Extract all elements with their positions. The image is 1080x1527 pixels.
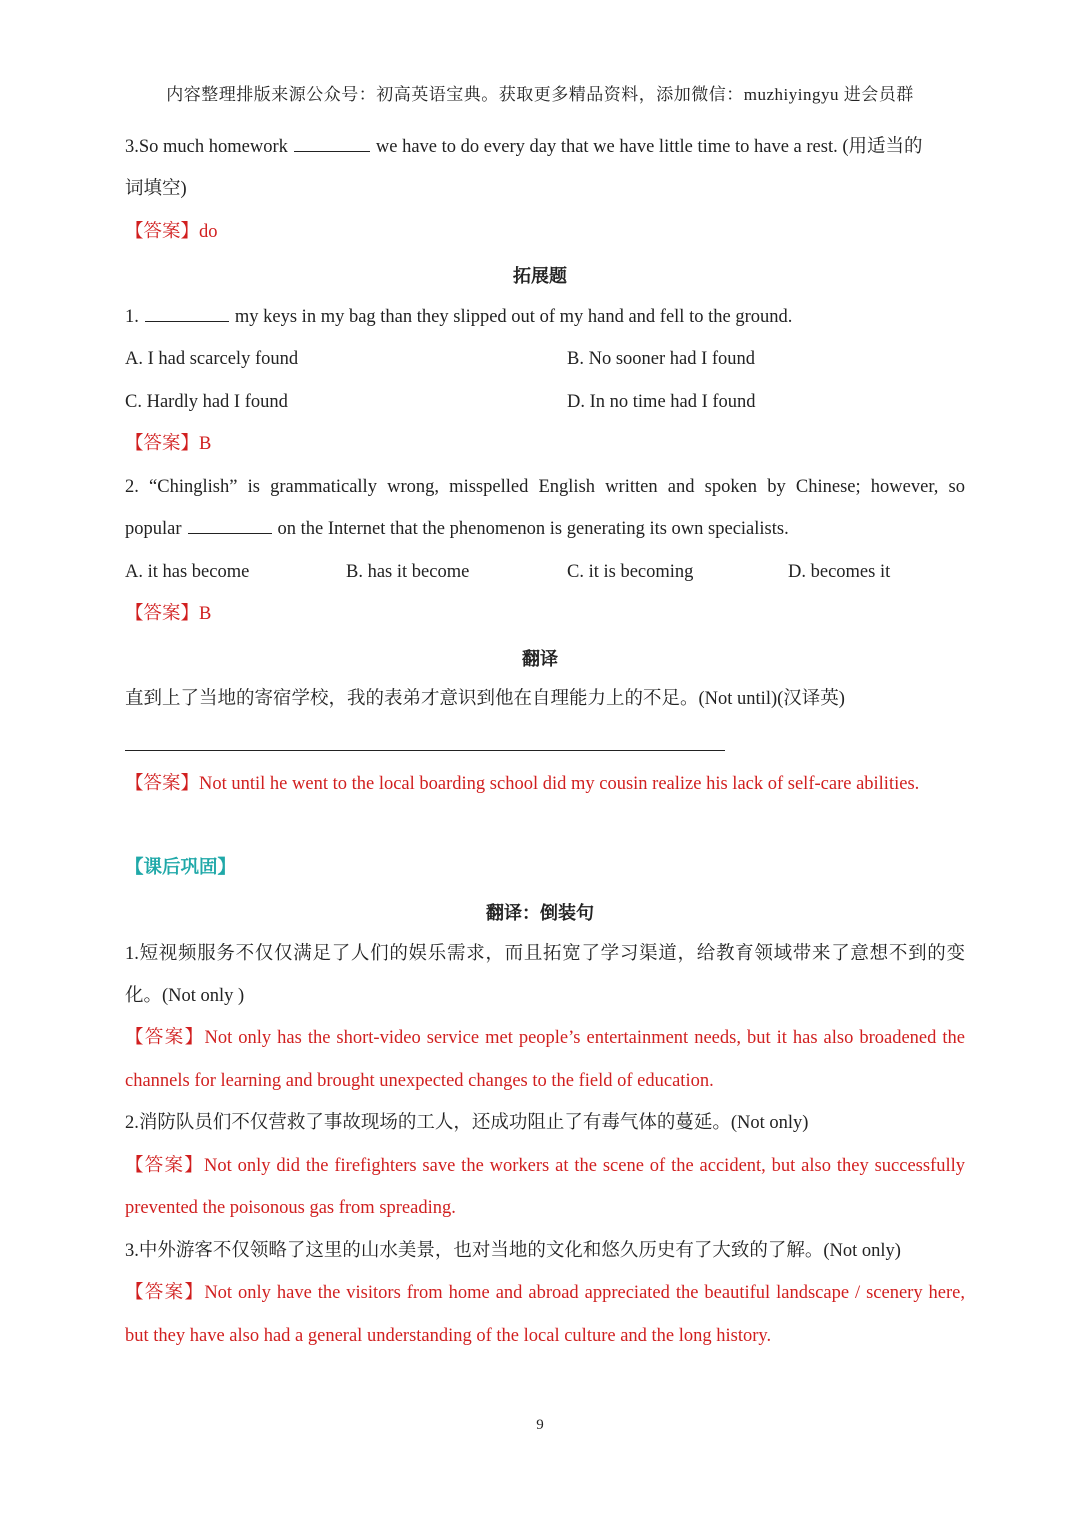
question-3-part-a: 3.So much homework	[125, 137, 288, 157]
answer-line	[125, 750, 725, 751]
extension-question-1	[125, 305, 792, 329]
review-q2: 2.消防队员们不仅营救了事故现场的工人，还成功阻止了有毒气体的蔓延。(Not only)	[125, 1113, 809, 1133]
section-title-extension: 拓展题	[513, 266, 567, 286]
review-q2-answer-line2: prevented the poisonous gas from spreading.	[125, 1198, 456, 1218]
review-q3: 3.中外游客不仅领略了这里的山水美景，也对当地的文化和悠久历史有了大致的了解。(Not only)	[125, 1241, 901, 1261]
extension-q1-number: 1.	[125, 307, 139, 327]
question-3-part-b: we have to do every day that we have little time to have a rest. (用适当的	[375, 137, 923, 157]
extension-q2-pre: popular	[125, 519, 182, 539]
question-3-line1	[125, 135, 923, 159]
extension-q1-option-b: B. No sooner had I found	[567, 349, 756, 369]
page-header: 内容整理排版来源公众号：初高英语宝典。获取更多精品资料，添加微信：muzhiyingyu 进会员群	[166, 85, 914, 104]
review-q3-answer-line2: but they have also had a general understanding of the local culture and the long history.	[125, 1326, 772, 1346]
extension-q1-text: my keys in my bag than they slipped out of my hand and fell to the ground.	[234, 307, 793, 327]
extension-q2-option-b: B. has it become	[346, 562, 470, 582]
extension-q2-option-d: D. becomes it	[788, 562, 891, 582]
review-q1-answer-line1: 【答案】Not only has the short-video service met people’s entertainment needs, but it has also broadened the	[125, 1028, 965, 1048]
extension-q1-option-c: C. Hardly had I found	[125, 392, 288, 412]
answer-blank	[145, 305, 229, 322]
answer-blank	[188, 517, 272, 534]
section-title-translation: 翻译	[522, 649, 558, 669]
review-q1-line2: 化。(Not only )	[125, 986, 245, 1006]
extension-q1-option-a: A. I had scarcely found	[125, 349, 299, 369]
extension-q1-option-d: D. In no time had I found	[567, 392, 756, 412]
extension-q2-post: on the Internet that the phenomenon is generating its own specialists.	[277, 519, 789, 539]
answer-blank	[294, 135, 370, 152]
review-q2-answer-line1: 【答案】Not only did the firefighters save the workers at the scene of the accident, but also they successfully	[125, 1156, 965, 1176]
page-number: 9	[536, 1417, 544, 1433]
extension-question-2-line2	[125, 517, 789, 541]
section-title-inversion: 翻译：倒装句	[486, 903, 594, 923]
review-q1-answer-line2: channels for learning and brought unexpected changes to the field of education.	[125, 1071, 714, 1091]
question-3-answer: 【答案】do	[125, 222, 218, 242]
review-q1-line1: 1.短视频服务不仅仅满足了人们的娱乐需求，而且拓宽了学习渠道，给教育领域带来了意想不到的变	[125, 944, 965, 964]
extension-question-2-line1: 2. “Chinglish” is grammatically wrong, misspelled English written and spoken by Chinese; however, so	[125, 477, 965, 497]
extension-q2-answer: 【答案】B	[125, 604, 212, 624]
review-q3-answer-line1: 【答案】Not only have the visitors from home and abroad appreciated the beautiful landscape / scenery here,	[125, 1283, 965, 1303]
review-heading: 【课后巩固】	[125, 858, 237, 878]
extension-q2-option-c: C. it is becoming	[567, 562, 694, 582]
extension-q2-option-a: A. it has become	[125, 562, 250, 582]
translation-answer: 【答案】Not until he went to the local boarding school did my cousin realize his lack of self-care abilities.	[125, 774, 920, 794]
question-3-line2: 词填空)	[125, 179, 187, 199]
translation-prompt: 直到上了当地的寄宿学校，我的表弟才意识到他在自理能力上的不足。(Not until)(汉译英)	[125, 689, 845, 709]
extension-q1-answer: 【答案】B	[125, 434, 212, 454]
